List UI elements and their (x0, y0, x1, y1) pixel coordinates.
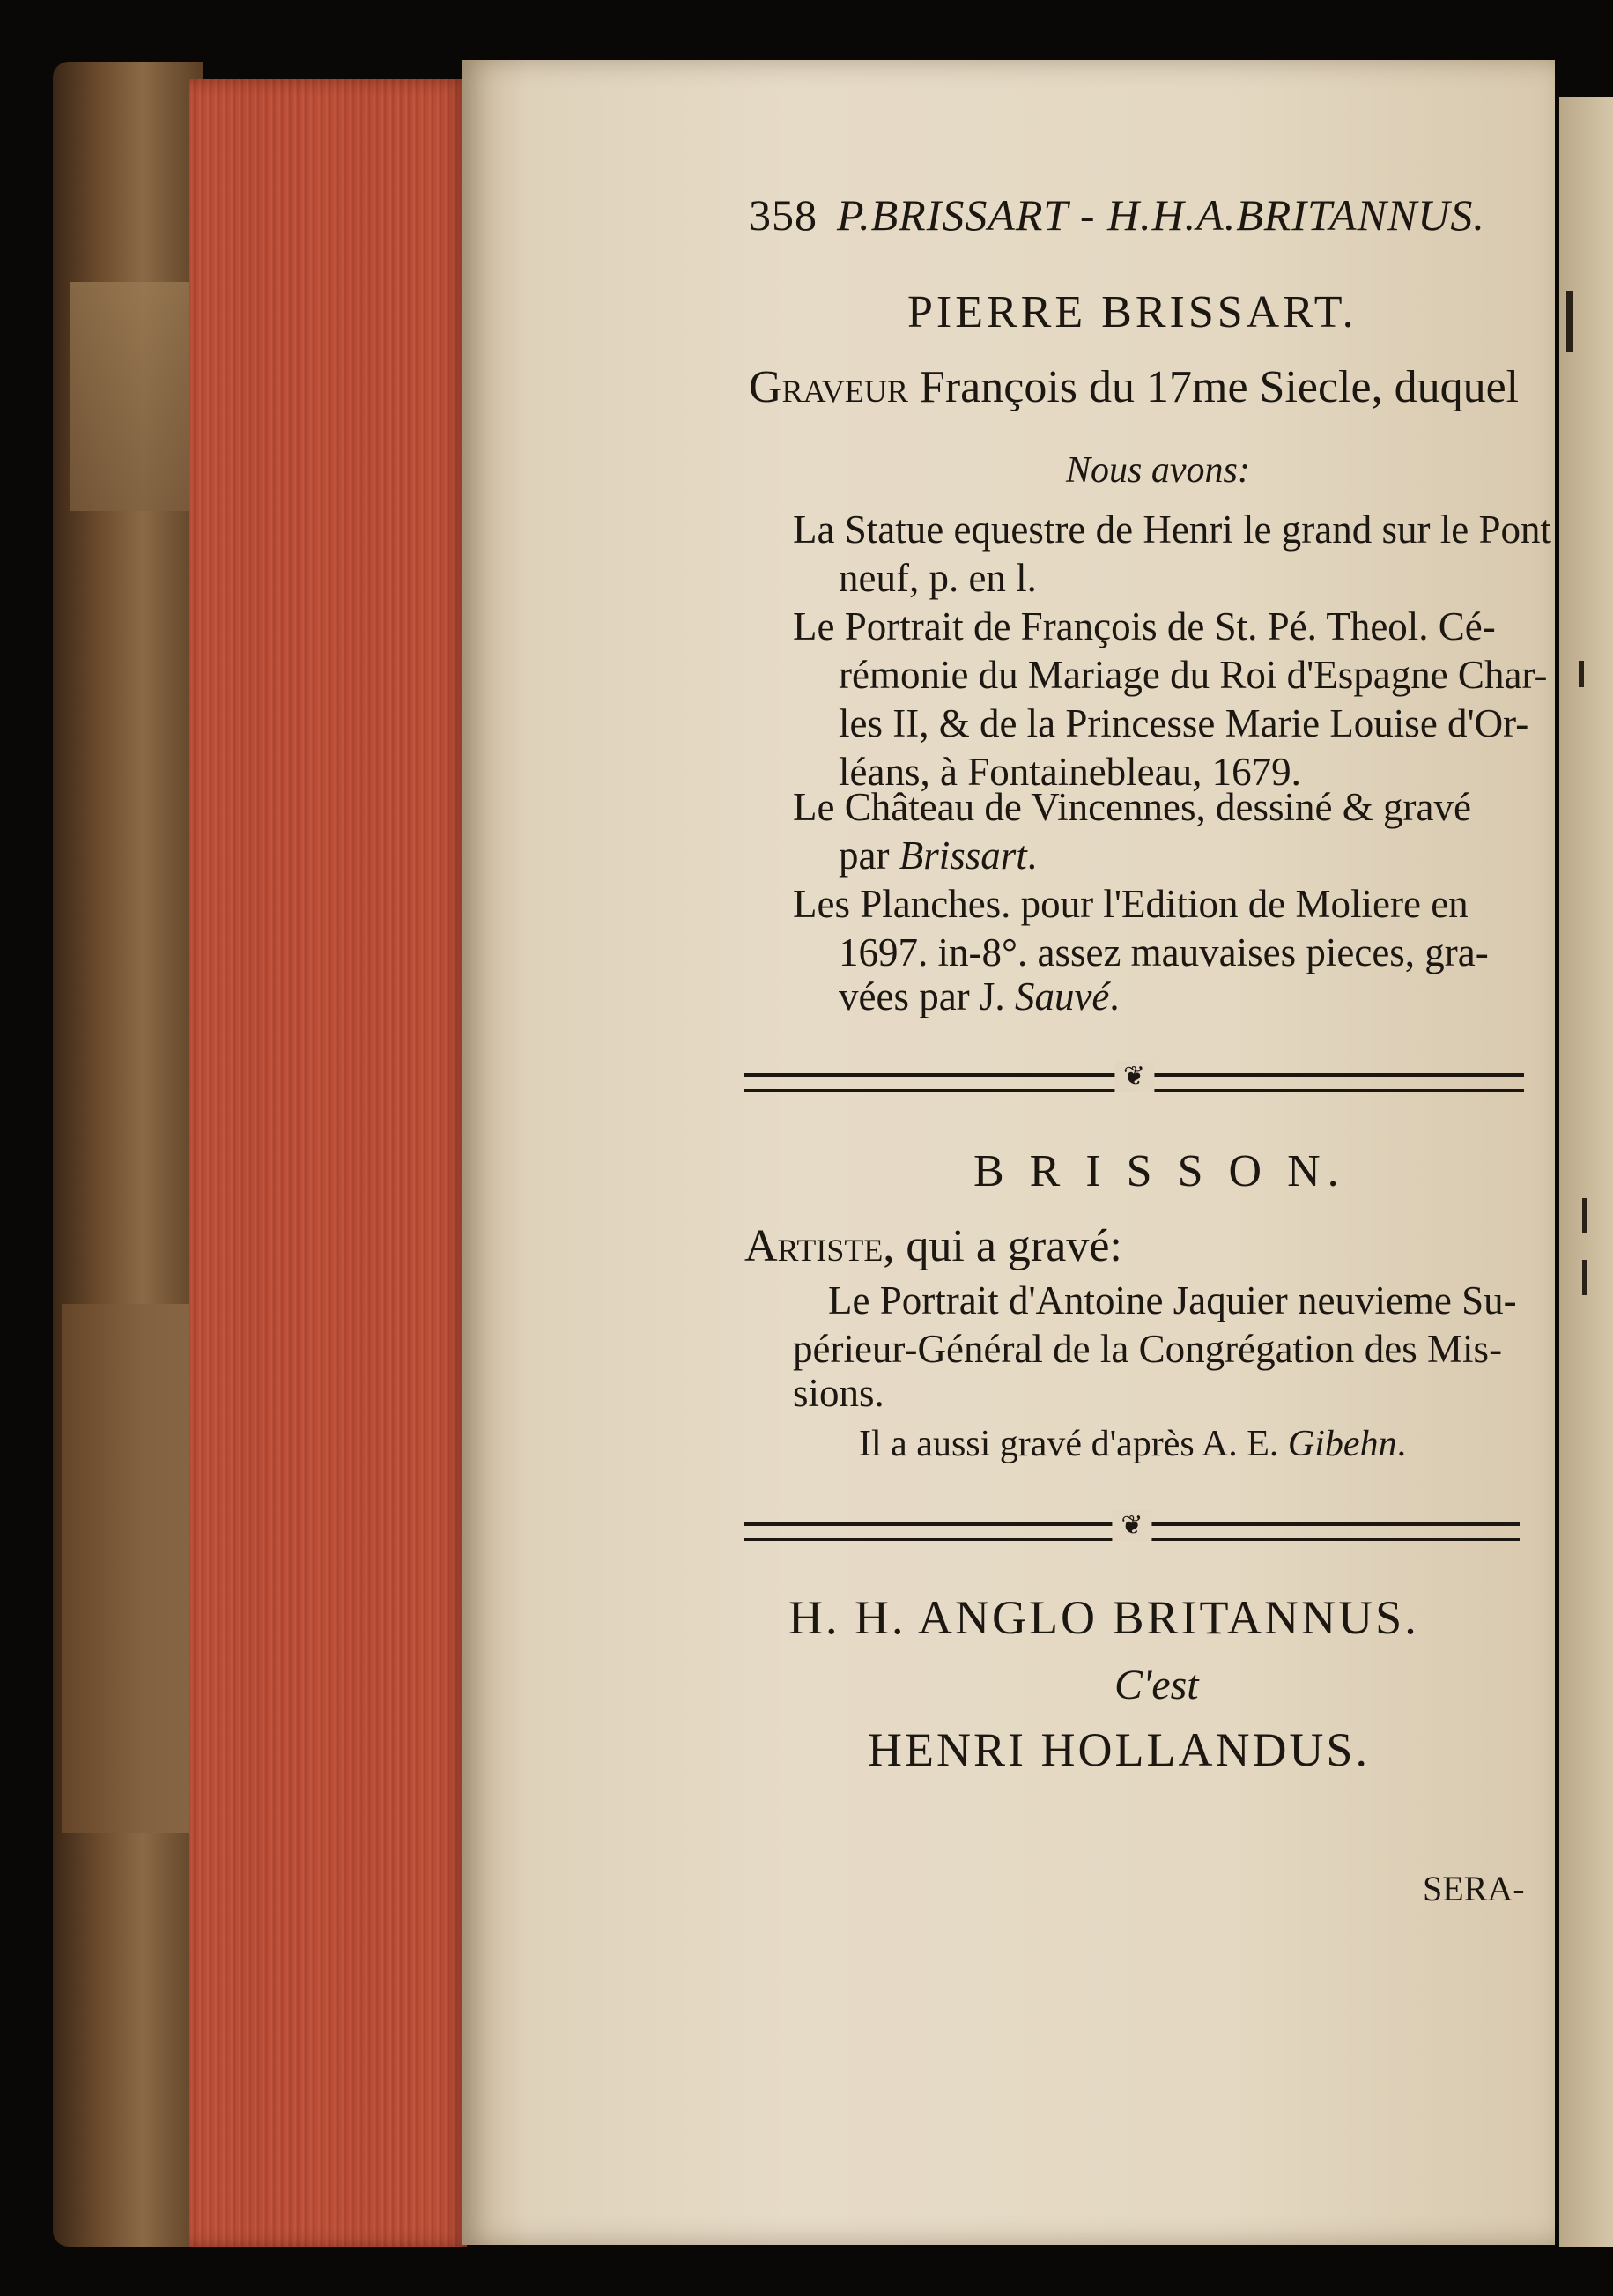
entry-line: léans, à Fontainebleau, 1679. (839, 750, 1301, 794)
section-heading-anglo-britannus: H. H. ANGLO BRITANNUS. (788, 1591, 1419, 1644)
entry-italic-name: Sauvé (1014, 974, 1110, 1018)
cest-line: C'est (1114, 1662, 1199, 1708)
entry-line: La Statue equestre de Henri le grand sur le Pont (793, 507, 1551, 552)
entry-text: . (1396, 1424, 1407, 1464)
entry-line-also-engraved (859, 1423, 1406, 1465)
entry-line (793, 833, 1037, 878)
section-intro-brissart (749, 361, 1519, 413)
section-heading-pierre-brissart: PIERRE BRISSART. (907, 287, 1358, 337)
intro-rest: , qui a gravé: (883, 1221, 1122, 1271)
entry-line: Le Portrait d'Antoine Jaquier neuvieme Su- (828, 1278, 1517, 1322)
facing-page-glyph (1579, 661, 1584, 687)
entry-text: . (1026, 833, 1038, 878)
rule-ornament: ❦ (1114, 1061, 1154, 1092)
henri-hollandus-heading: HENRI HOLLANDUS. (868, 1723, 1370, 1776)
entry-text: Il a aussi gravé d'après A. E. (859, 1424, 1288, 1464)
entry-line: périeur-Général de la Congrégation des Mis- (793, 1327, 1503, 1371)
entry-italic-name: Gibehn (1287, 1424, 1397, 1464)
cover-wear-patch (62, 1304, 194, 1833)
running-head (749, 189, 1485, 241)
entry-line: neuf, p. en l. (839, 556, 1037, 600)
cover-wear-patch (70, 282, 194, 511)
intro-small-caps: Graveur (749, 362, 908, 412)
facing-page-glyph (1582, 1260, 1587, 1295)
ornamental-rule (744, 1511, 1520, 1541)
page-number: 358 (749, 190, 818, 240)
subheading-nous-avons: Nous avons: (1066, 450, 1250, 491)
intro-rest: François du 17me Siecle, duquel (907, 362, 1520, 412)
rule-ornament: ❦ (1112, 1510, 1151, 1541)
intro-small-caps: Artiste (744, 1221, 884, 1271)
entry-line (793, 974, 1120, 1019)
entry-line: 1697. in-8°. assez mauvaises pieces, gra- (839, 930, 1489, 974)
entry-text: . (1109, 974, 1120, 1018)
entry-line: Le Portrait de François de St. Pé. Theol. Cé- (793, 604, 1496, 648)
entry-text: par (839, 833, 899, 878)
red-page-edges (189, 79, 467, 2247)
entry-italic-name: Brissart (899, 833, 1027, 878)
entry-line: Les Planches. pour l'Edition de Moliere en (793, 882, 1469, 926)
facing-page-glyph (1566, 291, 1573, 352)
entry-line: rémonie du Mariage du Roi d'Espagne Char- (839, 653, 1548, 697)
section-heading-brisson: B R I S S O N. (973, 1146, 1346, 1196)
running-head-title: P.BRISSART - H.H.A.BRITANNUS. (837, 190, 1485, 240)
ornamental-rule (744, 1062, 1524, 1092)
catchword: SERA- (1423, 1869, 1525, 1908)
entry-line: Le Château de Vincennes, dessiné & gravé (793, 785, 1471, 829)
facing-page-glyph (1582, 1198, 1587, 1233)
entry-line: sions. (793, 1371, 884, 1415)
section-intro-brisson (744, 1220, 1122, 1272)
entry-text: vées par J. (839, 974, 1015, 1018)
entry-line: les II, & de la Princesse Marie Louise d'Or- (839, 701, 1529, 745)
facing-page-strip (1559, 97, 1613, 2247)
